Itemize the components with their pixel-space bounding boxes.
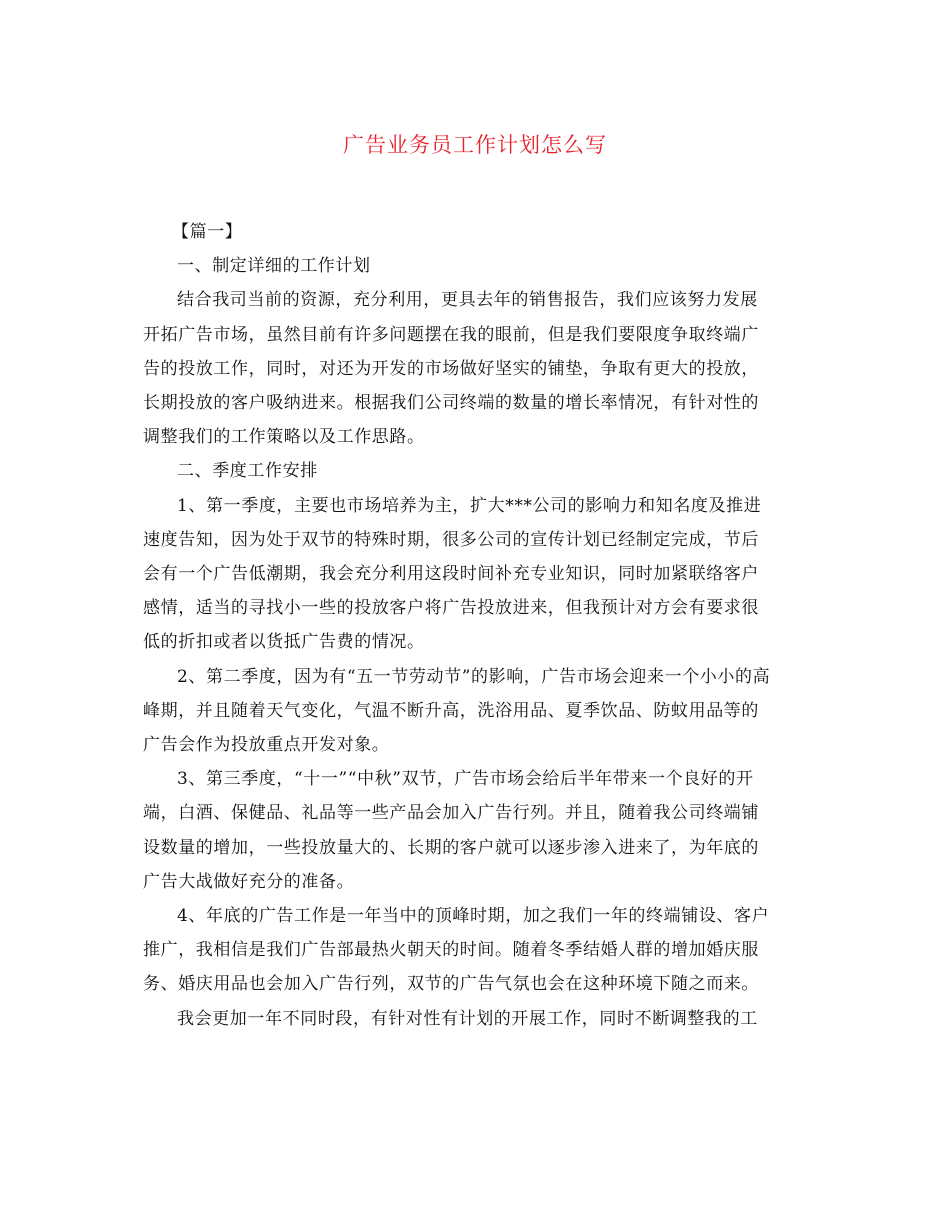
paragraph-line: 低的折扣或者以货抵广告费的情况。 bbox=[143, 632, 425, 653]
paragraph-line: 长期投放的客户吸纳进来。根据我们公司终端的数量的增长率情况，有针对性的 bbox=[143, 393, 759, 414]
paragraph-line: 推广，我相信是我们广告部最热火朝天的时间。随着冬季结婚人群的增加婚庆服 bbox=[143, 940, 759, 961]
document-title: 广告业务员工作计划怎么写 bbox=[343, 133, 607, 157]
paragraph-line: 结合我司当前的资源，充分利用，更具去年的销售报告，我们应该努力发展 bbox=[177, 290, 758, 311]
paragraph-line: 调整我们的工作策略以及工作思路。 bbox=[143, 427, 425, 448]
paragraph-line: 务、婚庆用品也会加入广告行列，双节的广告气氛也会在这种环境下随之而来。 bbox=[143, 974, 759, 995]
paragraph-line: 端，白酒、保健品、礼品等一些产品会加入广告行列。并且，随着我公司终端铺 bbox=[143, 803, 759, 824]
paragraph-line: 我会更加一年不同时段，有针对性有计划的开展工作，同时不断调整我的工 bbox=[177, 1008, 758, 1029]
section-tag: 【篇一】 bbox=[172, 222, 243, 242]
paragraph-line: 告的投放工作，同时，对还为开发的市场做好坚实的铺垫，争取有更大的投放， bbox=[143, 358, 759, 379]
paragraph-line: 设数量的增加，一些投放量大的、长期的客户就可以逐步渗入进来了，为年底的 bbox=[143, 837, 759, 858]
paragraph-line: 4、年底的广告工作是一年当中的顶峰时期，加之我们一年的终端铺设、客户 bbox=[177, 906, 770, 927]
paragraph-line: 1、第一季度，主要也市场培养为主，扩大***公司的影响力和知名度及推进 bbox=[177, 495, 762, 516]
paragraph-line: 会有一个广告低潮期，我会充分利用这段时间补充专业知识，同时加紧联络客户 bbox=[143, 564, 759, 585]
paragraph-line: 峰期，并且随着天气变化，气温不断升高，洗浴用品、夏季饮品、防蚊用品等的 bbox=[143, 700, 759, 721]
paragraph-line: 速度告知，因为处于双节的特殊时期，很多公司的宣传计划已经制定完成，节后 bbox=[143, 529, 759, 550]
paragraph-line: 广告会作为投放重点开发对象。 bbox=[143, 735, 390, 756]
paragraph-line: 3、第三季度，“十一”“中秋”双节，广告市场会给后半年带来一个良好的开 bbox=[177, 769, 754, 790]
heading-quarterly: 二、季度工作安排 bbox=[177, 461, 318, 482]
paragraph-line: 广告大战做好充分的准备。 bbox=[143, 871, 355, 892]
document-body bbox=[143, 215, 803, 1036]
paragraph-line: 感情，适当的寻找小一些的投放客户将广告投放进来，但我预计对方会有要求很 bbox=[143, 598, 759, 619]
heading-plan: 一、制定详细的工作计划 bbox=[177, 256, 371, 277]
paragraph-line: 2、第二季度，因为有“五一节劳动节”的影响，广告市场会迎来一个小小的高 bbox=[177, 666, 771, 687]
paragraph-line: 开拓广告市场，虽然目前有许多问题摆在我的眼前，但是我们要限度争取终端广 bbox=[143, 324, 759, 345]
